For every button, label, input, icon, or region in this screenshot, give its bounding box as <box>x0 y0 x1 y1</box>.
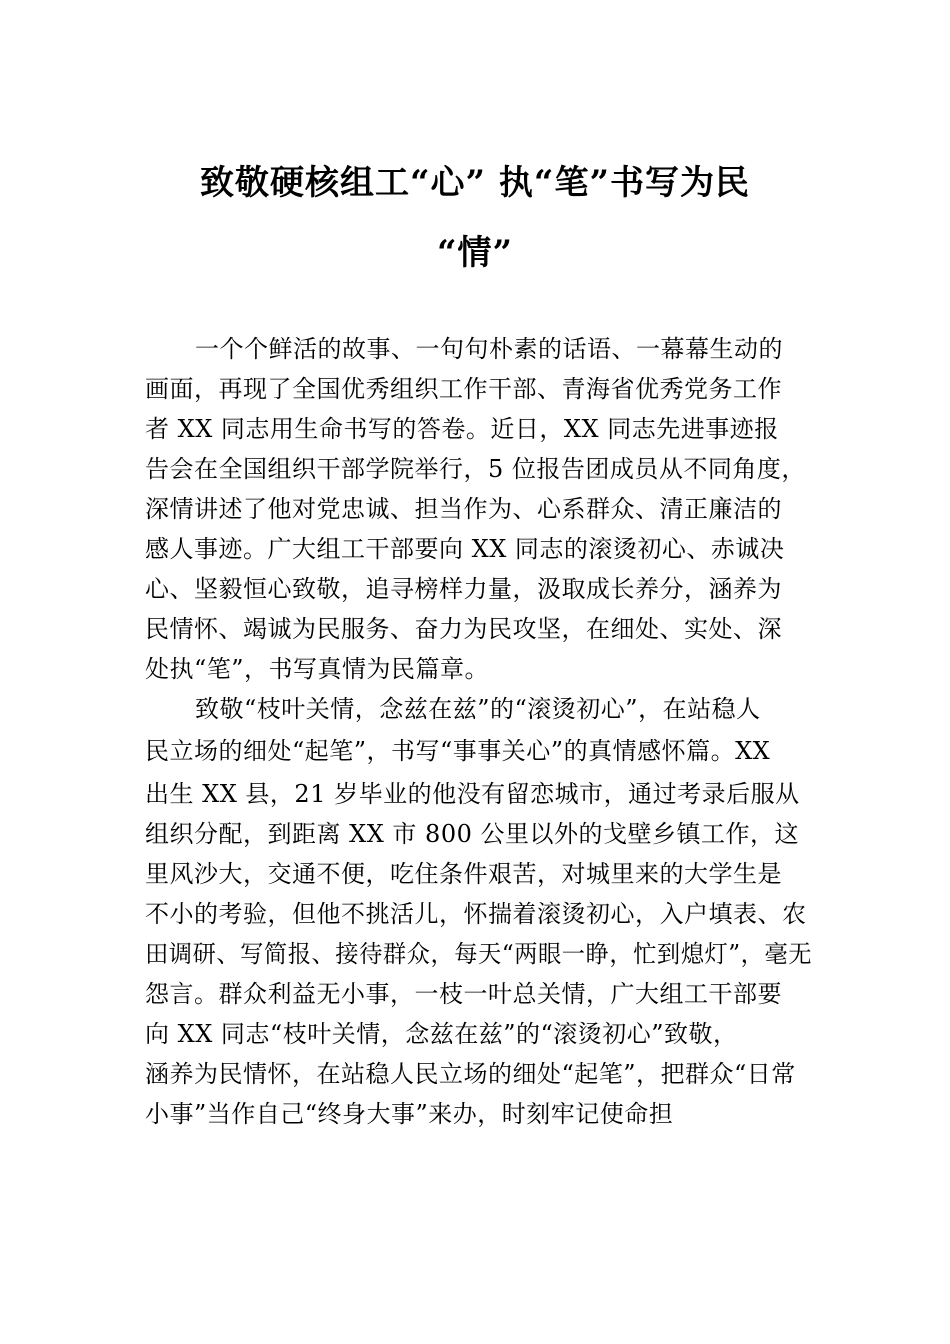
paragraph-line: 里风沙大，交通不便，吃住条件艰苦，对城里来的大学生是 <box>145 860 782 888</box>
paragraph-line: 涵养为民情怀，在站稳人民立场的细处“起笔”，把群众“日常 <box>145 1060 796 1088</box>
paragraph-line: 出生 XX 县，21 岁毕业的他没有留恋城市，通过考录后服从 <box>145 780 800 808</box>
paragraph-line: 民情怀、竭诚为民服务、奋力为民攻坚，在细处、实处、深 <box>145 615 782 643</box>
paragraph-line: 小事”当作自己“终身大事”来办，时刻牢记使命担 <box>145 1100 674 1128</box>
paragraph-line: 画面，再现了全国优秀组织工作干部、青海省优秀党务工作 <box>145 375 782 403</box>
paragraph-line: 田调研、写简报、接待群众，每天“两眼一睁，忙到熄灯”，毫无 <box>145 940 813 968</box>
paragraph-line: 感人事迹。广大组工干部要向 XX 同志的滚烫初心、赤诚决 <box>145 535 785 563</box>
paragraph-line: 心、坚毅恒心致敬，追寻榜样力量，汲取成长养分，涵养为 <box>145 575 782 603</box>
paragraph-line: 怨言。群众利益无小事，一枝一叶总关情，广大组工干部要 <box>145 980 782 1008</box>
paragraph-line: 致敬“枝叶关情，念兹在兹”的“滚烫初心”，在站稳人 <box>195 695 761 723</box>
paragraph-line: 告会在全国组织干部学院举行，5 位报告团成员从不同角度， <box>145 455 806 483</box>
document-title-line-2: “情” <box>436 233 514 273</box>
paragraph-line: 一个个鲜活的故事、一句句朴素的话语、一幕幕生动的 <box>195 335 783 363</box>
paragraph-line: 组织分配，到距离 XX 市 800 公里以外的戈壁乡镇工作，这 <box>145 820 799 848</box>
paragraph-line: 不小的考验，但他不挑活儿，怀揣着滚烫初心，入户填表、农 <box>145 900 807 928</box>
document-title-line-1: 致敬硬核组工“心” 执“笔”书写为民 <box>199 163 751 203</box>
paragraph-line: 向 XX 同志“枝叶关情，念兹在兹”的“滚烫初心”致敬， <box>145 1020 738 1048</box>
paragraph-line: 民立场的细处“起笔”，书写“事事关心”的真情感怀篇。XX <box>145 737 771 765</box>
paragraph-line: 者 XX 同志用生命书写的答卷。近日，XX 同志先进事迹报 <box>145 415 779 443</box>
paragraph-line: 处执“笔”，书写真情为民篇章。 <box>145 655 490 683</box>
paragraph-line: 深情讲述了他对党忠诚、担当作为、心系群众、清正廉洁的 <box>145 495 782 523</box>
